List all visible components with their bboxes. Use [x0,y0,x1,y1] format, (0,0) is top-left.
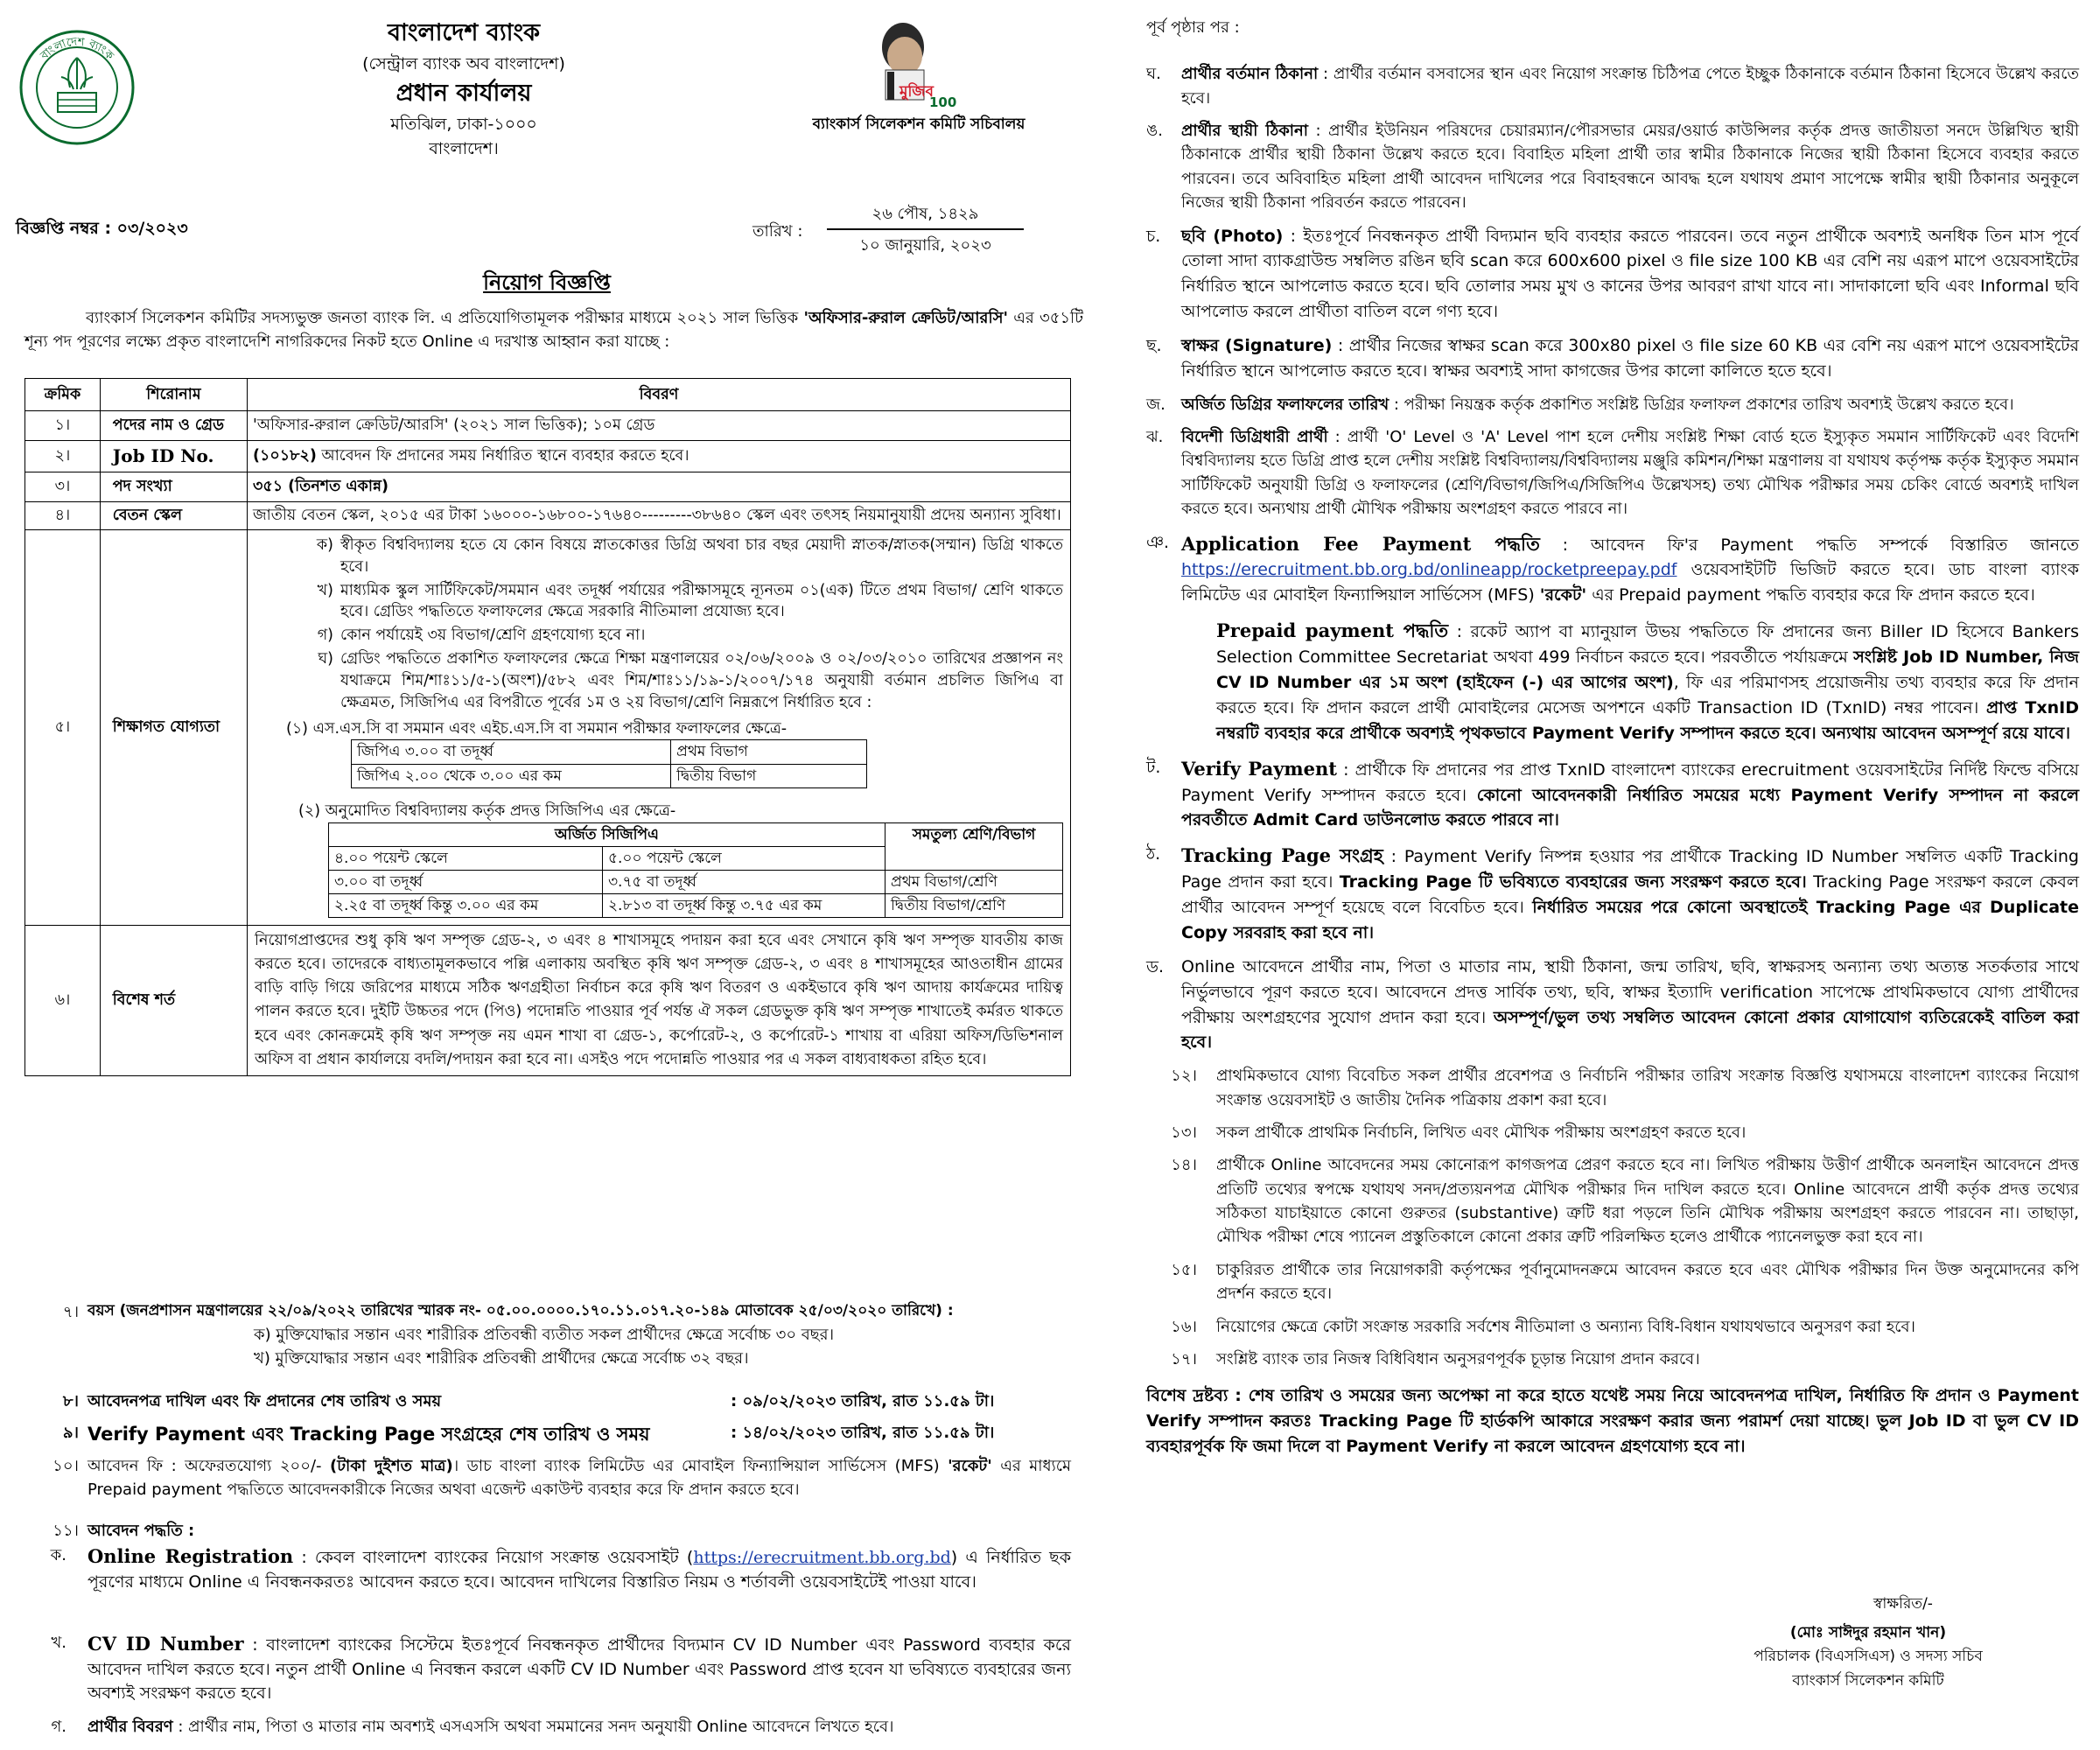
fee-text-2: । ডাচ বাংলা ব্যাংক লিমিটেড এর মোবাইল ফিন্যান্সিয়াল সার্ভিসেস (MFS) [452,1457,948,1475]
item-heading: প্রার্থীর বর্তমান ঠিকানা [1181,65,1319,84]
item-text-bold-2: নির্ধারিত সময়ের পরে কোনো অবস্থাতেই Tracking Page এর Duplicate Copy সরবরাহ করা হবে না। [1181,898,2079,942]
table-row [25,502,1071,530]
item-key: গ) [317,626,333,645]
item-key: গ. [51,1718,66,1736]
equivalent-header: সমতুল্য শ্রেণি/বিভাগ [886,822,1063,870]
table-row [25,926,1071,1076]
item-number: ১৪। [1171,1156,1197,1175]
item-heading: স্বাক্ষর (Signature) [1181,336,1333,356]
item-number: ১২। [1171,1067,1197,1086]
bank-name-english: (সেন্ট্রাল ব্যাংক অব বাংলাদেশ) [362,53,565,74]
item-text: নিয়োগের ক্ষেত্রে কোটা সংক্রান্ত সরকারি সর্বশেষ নীতিমালা ও অন্যান্য বিধি-বিধান যথাযথভাবে অনুসরণ করা হবে। [1216,1317,1915,1336]
item-text-3: এর Prepaid payment পদ্ধতি ব্যবহার করে ফি প্রদান করতে হবে। [1586,585,2035,606]
item-text: স্বীকৃত বিশ্ববিদ্যালয় হতে যে কোন বিষয়ে স্নাতকোত্তর ডিগ্রি অথবা চার বছর মেয়াদী স্নাতক/স্নাতক(সম্মান) ডিগ্রি থাকতে হবে। [340,536,1063,576]
fee-text: আবেদন ফি : অফেরতযোগ্য ২০০/- [88,1457,330,1475]
svg-text:100: 100 [929,94,957,110]
table-row [329,870,1063,893]
item-text-bold: সংশ্লিষ্ট Job ID Number, নিজ CV ID Number এর ১ম অংশ (হাইফেন (-) এর আগের অংশ) [1216,648,2080,692]
item-photo [1146,224,2079,326]
registration-text: : কেবল বাংলাদেশ ব্যাংকের নিয়োগ সংক্রান্ত ওয়েবসাইট ( [293,1548,694,1567]
item-verify-payment [1146,755,2079,834]
item-heading: প্রার্থীর স্থায়ী ঠিকানা [1181,122,1308,141]
item-result-date [1146,393,2079,416]
item-permanent-address [1146,119,2079,214]
item-text-bold-2: প্রাপ্ত TxnID নম্বরটি ব্যবহার করে প্রার্থীকে অবশ্যই পৃথকভাবে Payment Verify সম্পাদন করতে হবে। অন্যথায় আবেদন অসম্পূর্ণ রয়ে যাবে। [1216,697,2079,743]
row-number: ৬। [25,926,101,1076]
item-text: : আবেদন ফি'র Payment পদ্ধতি সম্পর্কে বিস্তারিত জানতে [1539,535,2079,555]
item-text: মাধ্যমিক স্কুল সার্টিফিকেট/সমমান এবং তদূর্ধ্ব পর্যায়ের পরীক্ষাসমূহে ন্যূনতম ০১(এক) টিতে প্রথম বিভাগ/ শ্রেণি থাকতে হবে। গ্রেডিং পদ্ধতিতে ফলাফলের ক্ষেত্রে সরকারি নীতিমালা প্রযোজ্য হবে। [340,581,1063,621]
table-row [25,411,1071,441]
bangladesh-bank-logo [16,26,138,149]
cv-text: : বাংলাদেশ ব্যাংকের সিস্টেমে ইতঃপূর্বে নিবন্ধনকৃত প্রার্থীদের বিদ্যমান CV ID Number এবং Password ব্যবহার করে আবেদন দাখিল করতে হবে। নতুন প্রার্থী Online এ নিবন্ধন করলে একটি CV ID Number এবং Password প্রাপ্ত হবেন যা ভবিষ্যতে ব্যবহারের জন্য অবশ্যই সংরক্ষণ করতে হবে। [88,1635,1071,1704]
age-text: বয়স (জনপ্রশাসন মন্ত্রণালয়ের ২২/০৯/২০২২ তারিখের স্মারক নং- ০৫.০০.০০০০.১৭০.১১.০১৭.২০-১৪৯ মোতাবেক [88,1302,799,1320]
details-heading: প্রার্থীর বিবরণ [88,1718,173,1736]
gpa-division: দ্বিতীয় বিভাগ [671,764,867,788]
country: বাংলাদেশ। [429,139,499,158]
table-row [329,822,1063,846]
col-serial: ক্রমিক [25,379,101,411]
cgpa-subtitle: (২) অনুমোদিত বিশ্ববিদ্যালয় কর্তৃক প্রদত্ত সিজিপিএ এর ক্ষেত্রে- [298,802,676,820]
row-heading: শিক্ষাগত যোগ্যতা [100,529,247,925]
svg-text:বাংলাদেশ ব্যাংক: বাংলাদেশ ব্যাংক [38,35,116,63]
item-number: ১৬। [1171,1317,1197,1336]
verify-label: Verify Payment এবং Tracking Page সংগ্রহের শেষ তারিখ ও সময় [88,1424,650,1445]
qualification-item [295,534,1063,579]
notice-number: বিজ্ঞপ্তি নম্বর : ০৩/২০২৩ [16,219,188,238]
cgpa-5-value: ৩.৭৫ বা তদূর্ধ্ব [603,870,886,893]
item-number: ১১। [52,1522,79,1540]
item-text: সকল প্রার্থীকে প্রাথমিক নির্বাচনি, লিখিত এবং মৌখিক পরীক্ষায় অংশগ্রহণ করতে হবে। [1216,1124,1746,1143]
item-text: কোন পর্যায়েই ৩য় বিভাগ/শ্রেণি গ্রহণযোগ্য হবে না। [340,626,646,645]
row-heading: বিশেষ শর্ত [100,926,247,1076]
intro-text: ব্যাংকার্স সিলেকশন কমিটির সদস্যভুক্ত জনতা ব্যাংক লি. এ প্রতিযোগিতামূলক পরীক্ষার মাধ্যমে ২০২১ সাল ভিত্তিক [86,309,804,327]
row-detail: 'অফিসার-রুরাল ক্রেডিট/আরসি' (২০২১ সাল ভিত্তিক); ১০ম গ্রেড [248,411,1071,441]
item-key: ঠ. [1146,844,1161,864]
age-date: ২৫/০৩/২০২০ তারিখে) : [798,1302,954,1320]
item-12 [1146,1064,2079,1112]
special-note: বিশেষ দ্রষ্টব্য : শেষ তারিখ ও সময়ের জন্য অপেক্ষা না করে হাতে যথেষ্ট সময় নিয়ে আবেদনপত্র দাখিল, নির্ধারিত ফি প্রদান ও Payment Verify সম্পাদন করতঃ Tracking Page টি হার্ডকপি আকারে সংরক্ষণ করার জন্য পরামর্শ দেয়া যাচ্ছে। ভুল Job ID বা ভুল CV ID ব্যবহারপূর্বক ফি জমা দিলে বা Payment Verify না করলে আবেদন গ্রহণযোগ্য হবে না। [1146,1386,2079,1457]
row-heading: পদ সংখ্যা [100,472,247,502]
deadline-value: : ০৯/০২/২০২৩ তারিখ, রাত ১১.৫৯ টা। [731,1392,995,1410]
gpa-division: প্রথম বিভাগ [671,740,867,764]
item-number: ১৭। [1171,1349,1197,1368]
item-key: খ) [317,581,333,599]
scale-5: ৫.০০ পয়েন্ট স্কেলে [603,846,886,870]
deadline-label: আবেদনপত্র দাখিল এবং ফি প্রদানের শেষ তারিখ ও সময় [88,1392,442,1410]
age-general: ক) মুক্তিযোদ্ধার সন্তান এবং শারীরিক প্রতিবন্ধী ব্যতীত সকল প্রার্থীদের ক্ষেত্রে সর্বোচ্চ ৩০ বছর। [254,1325,835,1344]
table-row [352,764,867,788]
table-row [25,529,1071,925]
col-description: বিবরণ [248,379,1071,411]
signed-label: স্বাক্ষরিত/- [1873,1595,1933,1613]
item-text: : প্রার্থীর বর্তমান বসবাসের স্থান এবং নিয়োগ সংক্রান্ত চিঠিপত্র পেতে ইচ্ছুক ঠিকানাকে বর্তমান ঠিকানা হিসেবে উল্লেখ করতে হবে। [1181,65,2079,108]
row-detail: নিয়োগপ্রাপ্তদের শুধু কৃষি ঋণ সম্পৃক্ত গ্রেড-২, ৩ এবং ৪ শাখাসমূহে পদায়ন করা হবে এবং সেখানে কৃষি ঋণ সম্পৃক্ত যাবতীয় কাজ করতে হবে। তাদেরকে বাধ্যতামূলকভাবে পল্লি এলাকায় অবস্থিত কৃষি ঋণ সম্পৃক্ত গ্রেড-২, ৩ এবং ৪ শাখাসমূহের আওতাধীন গ্রামের বাড়ি বাড়ি গিয়ে জরিপের মাধ্যমে সঠিক ঋণগ্রহীতা নির্বাচন করে কৃষি ঋণ বিতরণ ও একইভাবে কৃষি ঋণ আদায় কার্যক্রমের দায়িত্ব পালন করতে হবে। দুইটি উচ্চতর পদে (পিও) পদোন্নতি পাওয়ার পূর্ব পর্যন্ত ঐ সকল গ্রেডভুক্ত কৃষি ঋণ সম্পৃক্ত শাখাতেই কর্মরত থাকতে হবে এবং কোনক্রমেই কৃষি ঋণ সম্পৃক্ত নয় এমন শাখা বা গ্রেড-১, কর্পোরেট-২, ও কর্পোরেট-১ শাখায় বা এরিয়া অফিস/ডিভিশনাল অফিস বা প্রধান কার্যালয়ে বদলি/পদায়ন করা হবে না। এসইও পদে পদোন্নতি পাওয়ার পর এ সকল বাধ্যবাধকতা রহিত হবে। [248,926,1071,1076]
item-14 [1146,1153,2079,1249]
cgpa-division: দ্বিতীয় বিভাগ/শ্রেণি [886,893,1063,917]
details-text: : প্রার্থীর নাম, পিতা ও মাতার নাম অবশ্যই এসএসসি অথবা সমমানের সনদ অনুযায়ী Online আবেদনে লিখতে হবে। [172,1718,894,1736]
table-row [329,893,1063,917]
item-present-address [1146,62,2079,110]
row-heading: বেতন স্কেল [100,502,247,530]
gpa-table [351,739,867,788]
fee-text-3: এর মাধ্যমে Prepaid payment পদ্ধতিতে আবেদনকারীকে নিজের অথবা এজেন্ট একাউন্ট ব্যবহার করে ফি প্রদান করতে হবে। [88,1457,1071,1499]
intro-paragraph [24,306,1083,354]
item-key: ঘ) [318,650,333,668]
cgpa-division: প্রথম বিভাগ/শ্রেণি [886,870,1063,893]
gpa-range: জিপিএ ৩.০০ বা তদূর্ধ্ব [352,740,671,764]
item-text: চাকুরিরত প্রার্থীকে তার নিয়োগকারী কর্তৃপক্ষের পূর্বানুমোদনক্রমে আবেদন করতে হবে এবং মৌখিক পরীক্ষার দিন উক্ত অনুমোদনের কপি প্রদর্শন করতে হবে। [1216,1260,2079,1304]
item-number: ১৩। [1171,1124,1197,1143]
continued-label: পূর্ব পৃষ্ঠার পর : [1146,18,1240,37]
col-title: শিরোনাম [100,379,247,411]
item-text: : প্রার্থীর নিজের স্বাক্ষর scan করে 300x80 pixel ও file size 60 KB এর বেশি নয় এরূপ মাপে ওয়েবসাইটের নির্ধারিত স্থানে আপলোড করতে হবে। স্বাক্ষর অবশ্যই সাদা কাগজের উপর কালো কালিতে হতে হবে। [1181,336,2079,381]
item-13 [1146,1121,2079,1144]
item-text: Online আবেদনে প্রার্থীর নাম, পিতা ও মাতার নাম, স্থায়ী ঠিকানা, জন্ম তারিখ, ছবি, স্বাক্ষরসহ অন্যান্য তথ্য অত্যন্ত সতর্কতার সাথে নির্ভুলভাবে পূরণ করতে হবে। আবেদনে প্রদত্ত সার্বিক তথ্য, ছবি, স্বাক্ষর ইত্যাদি verification সাপেক্ষে প্রাথমিকভাবে যোগ্য প্রার্থীদের পরীক্ষায় অংশগ্রহণের সুযোগ প্রদান করা হবে। [1181,956,2079,1027]
item-heading: Tracking Page সংগ্রহ [1181,844,1383,867]
item-text-bold: অসম্পূর্ণ/ভুল তথ্য সম্বলিত আবেদন কোনো প্রকার যোগাযোগ ব্যতিরেকেই বাতিল করা হবে। [1181,1007,2079,1053]
item-online-accuracy [1146,955,2079,1056]
address: মতিঝিল, ঢাকা-১০০০ [390,114,537,134]
date-bangla: ২৬ পৌষ, ১৪২৯ [827,203,1024,230]
ssc-hsc-subtitle: (১) এস.এস.সি বা সমমান এবং এইচ.এস.সি বা সমমান পরীক্ষার ফলাফলের ক্ষেত্রে- [286,719,788,738]
age-quota: খ) মুক্তিযোদ্ধার সন্তান এবং শারীরিক প্রতিবন্ধী প্রার্থীদের ক্ষেত্রে সর্বোচ্চ ৩২ বছর। [254,1348,749,1368]
item-heading: Prepaid payment পদ্ধতি [1216,620,1449,642]
item-key: চ. [1146,226,1161,246]
row-number: ২। [25,441,101,472]
row-detail [248,441,1071,472]
rocket-name: 'রকেট' [1539,585,1587,606]
registration-text-2: ) এ নির্ধারিত ছক পূরণের মাধ্যমে Online এ নিবন্ধনকরতঃ আবেদন করতে হবে। আবেদন দাখিলের বিস্তারিত নিয়ম ও শর্তাবলী ওয়েবসাইটেই পাওয়া যাবে। [88,1548,1071,1592]
item-number: ১৫। [1171,1260,1197,1279]
item-text-bold: Tracking Page টি ভবিষ্যতে ব্যবহারের জন্য সংরক্ষণ করতে হবে। [1339,872,1807,892]
item-heading: ছবি (Photo) [1181,226,1284,246]
signatory-committee: ব্যাংকার্স সিলেকশন কমিটি [1792,1671,1944,1690]
item-text: প্রার্থীকে Online আবেদনের সময় কোনোরূপ কাগজপত্র প্রেরণ করতে হবে না। লিখিত পরীক্ষায় উত্তীর্ণ প্রার্থীকে অনলাইন আবেদনে প্রদত্ত প্রতিটি তথ্যের স্বপক্ষে যথাযথ সনদ/প্রত্যয়নপত্র মৌখিক পরীক্ষার দিন দাখিল করতে হবে। Online আবেদনে প্রার্থী কর্তৃক প্রদত্ত তথ্যের সঠিকতা যাচাইয়াতে কোনো গুরুতর (substantive) ত্রুটি ধরা পড়লে তিনি মৌখিক পরীক্ষায় অংশগ্রহণ করতে পারবেন না। তাছাড়া, মৌখিক পরীক্ষা শেষে প্যানেল প্রস্তুতিকালে কোনো প্রকার ত্রুটি পরিলক্ষিত হলেও প্রার্থীকে প্যানেলভুক্ত করা হবে না। [1216,1156,2079,1247]
row-number: ৩। [25,472,101,502]
job-id: (১০১৮২) [253,447,317,466]
row-heading: Job ID No. [100,441,247,472]
cgpa-table [328,822,1063,919]
signatory-name: (মোঃ সাঈদুর রহমান খান) [1789,1624,1947,1642]
office-name: প্রধান কার্যালয় [396,80,532,107]
item-text: : রকেট অ্যাপ বা ম্যানুয়াল উভয় পদ্ধতিতে ফি প্রদানের জন্য Biller ID হিসেবে Bankers Selection Committee Secretariat অথবা 499 নির্বাচন করতে হবে। পরবর্তীতে পর্যায়ক্রমে [1216,622,2079,668]
item-15 [1146,1258,2079,1306]
job-details-table [24,378,1071,1076]
row-detail [248,529,1071,925]
item-number: ৮। [62,1392,79,1410]
item-key: ড. [1146,956,1165,976]
method-heading: আবেদন পদ্ধতি : [88,1522,195,1540]
row-number: ১। [25,411,101,441]
item-signature [1146,333,2079,384]
qualification-item [295,624,1063,648]
table-row [25,441,1071,472]
item-fee-payment [1146,530,2079,609]
row-number: ৪। [25,502,101,530]
cgpa-4-value: ২.২৫ বা তদূর্ধ্ব কিন্তু ৩.০০ এর কম [329,893,603,917]
item-text: প্রাথমিকভাবে যোগ্য বিবেচিত সকল প্রার্থীর প্রবেশপত্র ও নির্বাচনি পরীক্ষার তারিখ সংক্রান্ত বিজ্ঞপ্তি যথাসময়ে বাংলাদেশ ব্যাংকের নিয়োগ সংক্রান্ত ওয়েবসাইট ও জাতীয় দৈনিক পত্রিকায় প্রকাশ করা হবে। [1216,1067,2079,1110]
row-number: ৫। [25,529,101,925]
gpa-range: জিপিএ ২.০০ থেকে ৩.০০ এর কম [352,764,671,788]
item-text-2: , ফি এর পরিমাণসহ প্রয়োজনীয় তথ্য ব্যবহার করে ফি প্রদান করতে হবে। ফি প্রদান করলে প্রার্থী মোবাইলের মেসেজ অপশনে একটি Transaction ID (TxnID) নম্বর পাবেন। [1216,673,2079,718]
qualification-item [295,648,1063,715]
intro-post-name: 'অফিসার-রুরাল ক্রেডিট/আরসি' [803,309,1008,327]
signatory-designation: পরিচালক (বিএসসিএস) ও সদস্য সচিব [1754,1648,1983,1666]
item-text: : ইতঃপূর্বে নিবন্ধনকৃত প্রার্থী বিদ্যমান ছবি ব্যবহার করতে পারবেন। তবে নতুন প্রার্থীকে অবশ্যই অনধিক তিন মাস পূর্বে তোলা সাদা ব্যাকগ্রাউন্ড সম্বলিত রঙিন ছবি scan করে 600x600 pixel ও file size 100 KB এর বেশি নয় এরূপ মাপে ওয়েবসাইটের নির্ধারিত স্থানে আপলোড করতে হবে। ছবি তোলার সময় মুখ ও কানের উপর আবরণ রাখা যাবে না। সাদাকালো ছবি এবং Informal ছবি আপলোড করলে প্রার্থীতা বাতিল বলে গণ্য হবে। [1181,226,2080,322]
bank-name: বাংলাদেশ ব্যাংক [387,19,541,46]
item-key: ছ. [1146,336,1162,356]
item-number: ৯। [62,1424,79,1442]
signature-block [1662,1592,2074,1693]
cv-heading: CV ID Number [88,1633,244,1655]
letterhead [315,16,612,162]
item-text: সংশ্লিষ্ট ব্যাংক তার নিজস্ব বিধিবিধান অনুসরণপূর্বক চূড়ান্ত নিয়োগ প্রদান করবে। [1216,1349,1700,1368]
item-16 [1146,1315,2079,1339]
item-key: ঘ. [1146,65,1161,84]
item-17 [1146,1348,2079,1371]
item-number: ৭। [62,1303,79,1321]
item-key: ঞ. [1146,532,1170,552]
item-key: ট. [1146,757,1161,777]
right-column [1146,16,2079,1460]
erecruitment-link[interactable]: https://erecruitment.bb.org.bd [693,1548,951,1567]
item-key: ক. [50,1546,66,1564]
item-tracking-page [1146,842,2079,946]
item-number: ১০। [52,1457,79,1475]
mujib-centenary-logo [866,16,971,114]
item-text: : প্রার্থী 'O' Level ও 'A' Level পাশ হলে দেশীয় সংশ্লিষ্ট শিক্ষা বোর্ড হতে ইস্যুকৃত সমমান সার্টিফিকেট এবং বিদেশি বিশ্ববিদ্যালয় হতে ডিগ্রি প্রাপ্ত হলে দেশীয় সংশ্লিষ্ট বিশ্ববিদ্যালয়/বিশ্ববিদ্যালয় মঞ্জুরি কমিশন/শিক্ষা মন্ত্রণালয় বা যথাযথ কর্তৃপক্ষ কর্তৃক ইস্যুকৃত সমমান সার্টিফিকেট অনুযায়ী ডিগ্রি ও ফলাফলের (শ্রেণি/বিভাগ/জিপিএ/সিজিপিএ উল্লেখসহ) তথ্য মৌখিক পরীক্ষার সময় চেকিং বোর্ডে অবশ্যই দাখিল করতে হবে। অন্যথায় প্রার্থী মৌখিক পরীক্ষায় অংশগ্রহণ করতে পারবে না। [1181,428,2080,519]
item-prepaid-payment [1146,617,2079,746]
item-foreign-degree [1146,425,2079,521]
svg-text:মুজিব: মুজিব [900,83,934,101]
item-heading: Verify Payment [1181,757,1337,780]
row-detail: ৩৫১ (তিনশত একান্ন) [248,472,1071,502]
cgpa-5-value: ২.৮১৩ বা তদূর্ধ্ব কিন্তু ৩.৭৫ এর কম [603,893,886,917]
cgpa-header: অর্জিত সিজিপিএ [329,822,886,846]
fee-amount-words: (টাকা দুইশত মাত্র) [329,1457,453,1475]
item-key: জ. [1146,395,1166,414]
scale-4: ৪.০০ পয়েন্ট স্কেলে [329,846,603,870]
item-text: গ্রেডিং পদ্ধতিতে প্রকাশিত ফলাফলের ক্ষেত্রে শিক্ষা মন্ত্রণালয়ের ০২/০৬/২০০৯ ও ০২/০৩/২০১০ তারিখের প্রজ্ঞাপন নং যথাক্রমে শিম/শাঃ১১/৫-১(অংশ)/৫৮২ এবং শিম/শাঃ১১/১৯-১/২০০৭/১৭৪ অনুযায়ী বর্তমান প্রচলিত জিপিএ বা ক্ষেত্রমত, সিজিপিএ এর বিপরীতে পূর্বের ১ম ও ২য় বিভাগ/শ্রেণি নিম্নরূপে নির্ধারিত হবে : [340,650,1063,711]
item-heading: বিদেশী ডিগ্রিধারী প্রার্থী [1181,428,1328,447]
item-text: : পরীক্ষা নিয়ন্ত্রক কর্তৃক প্রকাশিত সংশ্লিষ্ট ডিগ্রির ফলাফল প্রকাশের তারিখ অবশ্যই উল্লেখ করতে হবে। [1389,395,2014,414]
item-heading: অর্জিত ডিগ্রির ফলাফলের তারিখ [1181,395,1390,414]
cgpa-4-value: ৩.০০ বা তদূর্ধ্ব [329,870,603,893]
item-text-2: Tracking Page সংরক্ষণ করলে কেবল প্রার্থীর আবেদন সম্পূর্ণ হয়েছে বলে বিবেচিত হবে। [1181,872,2080,918]
table-row [25,472,1071,502]
registration-heading: Online Registration [88,1545,294,1567]
table-row [352,740,867,764]
item-text: : Payment Verify নিষ্পন্ন হওয়ার পর প্রার্থীকে Tracking ID Number সম্বলিত একটি Tracking Page প্রদান করা হবে। [1181,847,2079,892]
date-label: তারিখ : [752,222,803,241]
row-detail: জাতীয় বেতন স্কেল, ২০১৫ এর টাকা ১৬০০০-১৬৮০০-১৭৬৪০---------৩৮৬৪০ স্কেল এবং তৎসহ নিয়মানুযায়ী প্রদেয় অন্যান্য সুবিধা। [248,502,1071,530]
job-id-note: আবেদন ফি প্রদানের সময় নির্ধারিত স্থানে ব্যবহার করতে হবে। [316,447,690,466]
row-heading: পদের নাম ও গ্রেড [100,411,247,441]
item-key: খ. [51,1634,66,1652]
item-text-2: ওয়েবসাইটটি ভিজিট করতে হবে। ডাচ বাংলা ব্যাংক লিমিটেড এর মোবাইল ফিন্যান্সিয়াল সার্ভিসেস (MFS) [1181,560,2079,606]
date-english: ১০ জানুয়ারি, ২০২৩ [859,236,991,255]
item-text: : প্রার্থীর ইউনিয়ন পরিষদের চেয়ারম্যান/পৌরসভার মেয়র/ওয়ার্ড কাউন্সিলর কর্তৃক প্রদত্ত জাতীয়তা সনদে উল্লিখিত স্থায়ী ঠিকানাকে প্রার্থীর স্থায়ী ঠিকানা উল্লেখ করতে হবে। বিবাহিত মহিলা প্রার্থী তার স্বামীর ঠিকানাকে নিজের স্থায়ী ঠিকানা হিসেবে ব্যবহার করতে পারবেন। তবে অবিবাহিত মহিলা প্রার্থী আবেদন দাখিলের পরে বিবাহবন্ধনে আবদ্ধ হলে যথাযথ প্রমাণ সাপেক্ষে স্বামীর স্থায়ী ঠিকানার অনুকূলে নিজের স্থায়ী ঠিকানা পরিবর্তন করতে পারবেন। [1181,122,2079,213]
intro-text-end: এর ৩৫১টি শূন্য পদ পূরণের লক্ষ্যে প্রকৃত বাংলাদেশি নাগরিকদের নিকট হতে Online এ দরখাস্ত আহ্বান করা যাচ্ছে : [24,309,1084,351]
item-heading: Application Fee Payment পদ্ধতি [1181,532,1540,555]
verify-value: : ১৪/০২/২০২৩ তারিখ, রাত ১১.৫৯ টা। [731,1424,995,1442]
payment-guide-link[interactable]: https://erecruitment.bb.org.bd/onlineapp/rocketpreepay.pdf [1181,560,1677,580]
table-header-row [25,379,1071,411]
item-key: ক) [316,536,333,554]
item-key: ঝ. [1146,428,1164,447]
item-key: ঙ. [1146,122,1163,141]
item-text-bold: কোনো আবেদনকারী নির্ধারিত সময়ের মধ্যে Payment Verify সম্পাদন না করলে পরবর্তীতে Admit Card ডাউনলোড করতে পারবে না। [1181,785,2079,830]
item-text: : প্রার্থীকে ফি প্রদানের পর প্রাপ্ত TxnID বাংলাদেশ ব্যাংকের erecruitment ওয়েবসাইটের নির্দিষ্ট ফিল্ডে বসিয়ে Payment Verify সম্পাদন করতে হবে। [1181,760,2079,805]
page-title: নিয়োগ বিজ্ঞপ্তি [483,270,611,295]
rocket-name: 'রকেট' [948,1457,992,1475]
secretariat: ব্যাংকার্স সিলেকশন কমিটি সচিবালয় [812,116,1026,133]
qualification-item [295,579,1063,625]
